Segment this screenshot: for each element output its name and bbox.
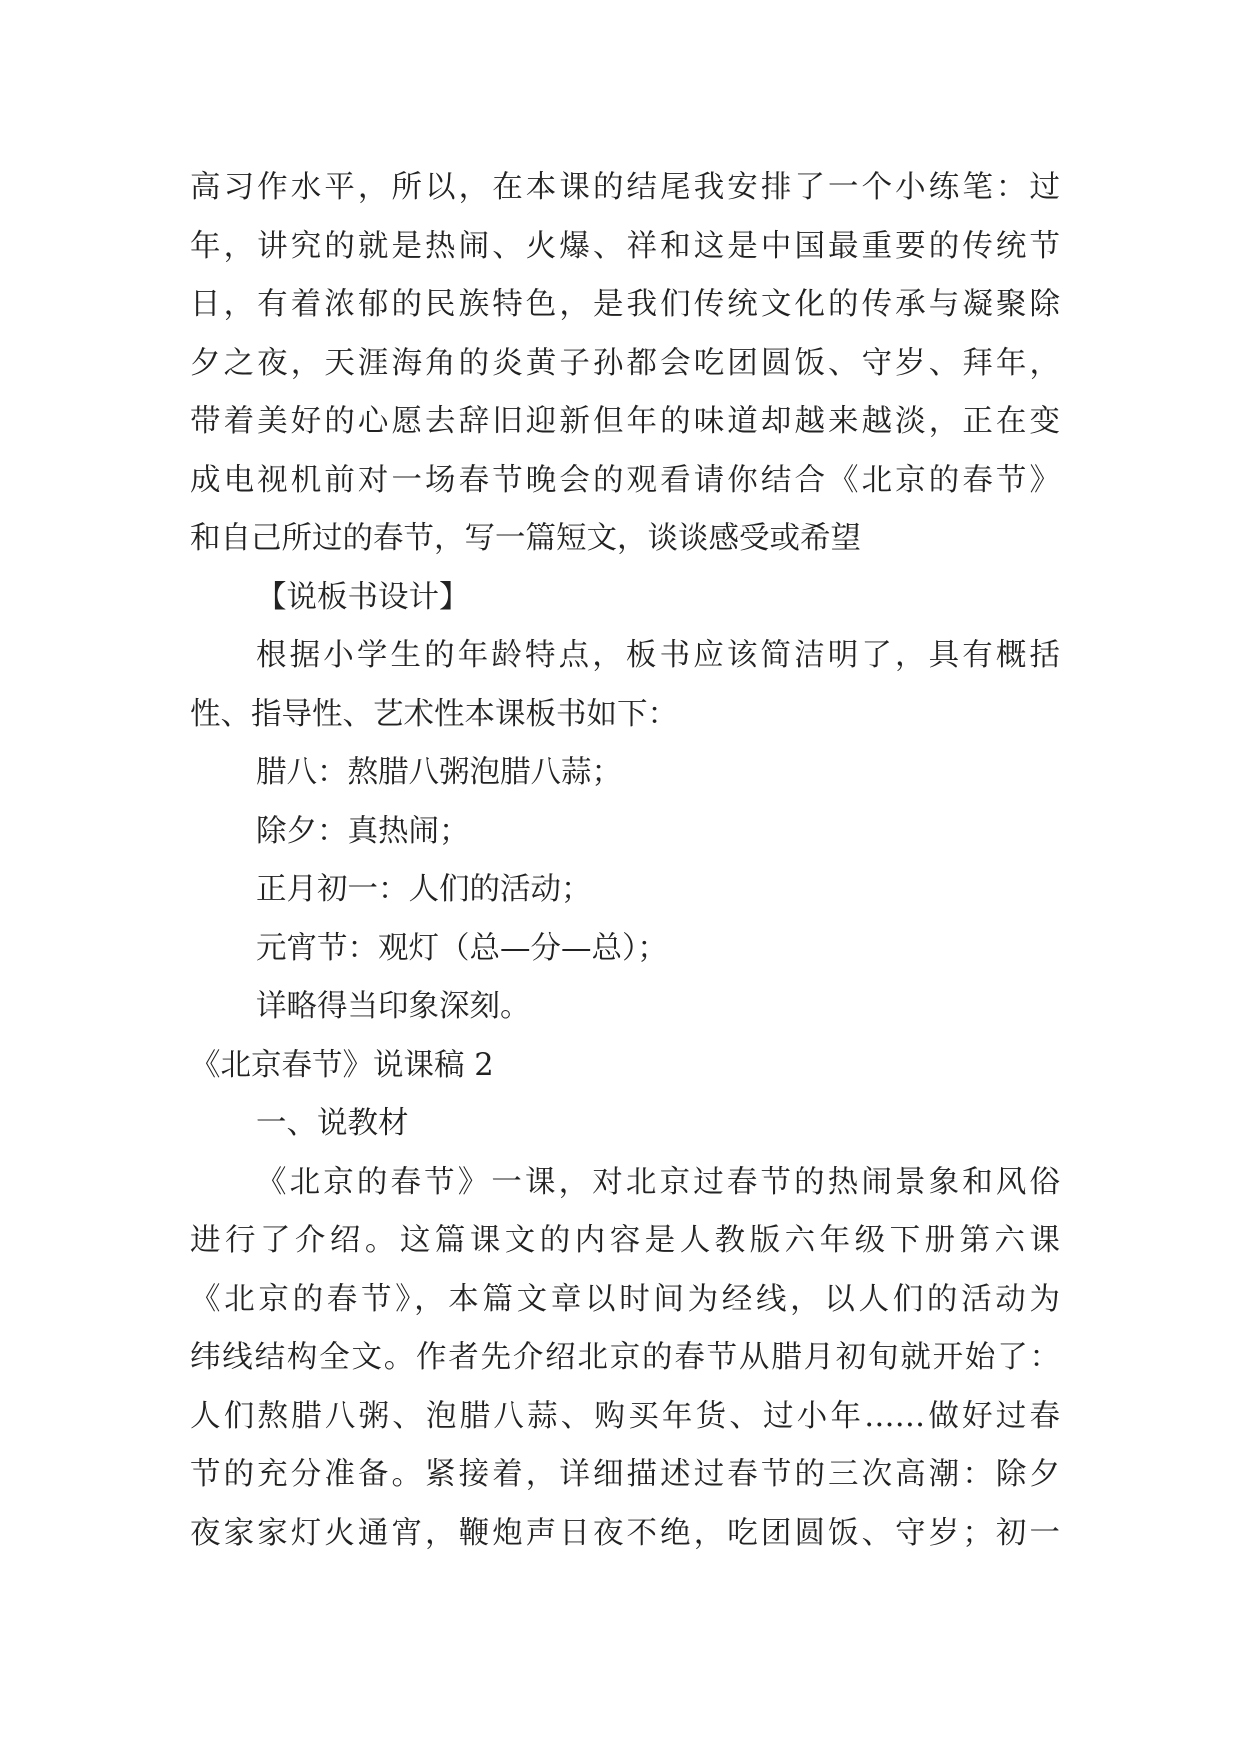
text-line: 性、指导性、艺术性本课板书如下： xyxy=(190,696,678,732)
text-line: 和自己所过的春节，写一篇短文，谈谈感受或希望 xyxy=(190,521,861,556)
text-line: 带着美好的心愿去辞旧迎新但年的味道却越来越淡，正在变 xyxy=(190,404,1060,439)
text-line: 纬线结构全文。作者先介绍北京的春节从腊月初旬就开始了： xyxy=(190,1340,1060,1375)
text-line: 夜家家灯火通宵，鞭炮声日夜不绝，吃团圆饭、守岁；初一 xyxy=(190,1515,1060,1551)
text-line: 《北京的春节》一课，对北京过春节的热闹景象和风俗 xyxy=(256,1164,1060,1200)
text-line: 夕之夜，天涯海角的炎黄子孙都会吃团圆饭、守岁、拜年， xyxy=(190,345,1060,381)
text-line: 日，有着浓郁的民族特色，是我们传统文化的传承与凝聚除 xyxy=(190,287,1060,322)
text-line: 除夕：真热闹； xyxy=(256,813,470,849)
text-line: 一、说教材 xyxy=(256,1106,409,1141)
text-line: 进行了介绍。这篇课文的内容是人教版六年级下册第六课 xyxy=(190,1223,1060,1258)
text-line: 人们熬腊八粥、泡腊八蒜、购买年货、过小年……做好过春 xyxy=(190,1398,1060,1434)
text-line: 高习作水平，所以，在本课的结尾我安排了一个小练笔：过 xyxy=(190,170,1060,205)
document-body xyxy=(190,159,1060,1563)
text-line: 详略得当印象深刻。 xyxy=(256,989,531,1024)
text-line: 《北京的春节》，本篇文章以时间为经线，以人们的活动为 xyxy=(190,1281,1060,1317)
text-line: 根据小学生的年龄特点，板书应该简洁明了，具有概括 xyxy=(256,638,1060,673)
text-line: 腊八：熬腊八粥泡腊八蒜； xyxy=(256,755,622,790)
text-line: 节的充分准备。紧接着，详细描述过春节的三次高潮：除夕 xyxy=(190,1457,1060,1492)
text-line: 《北京春节》说课稿 2 xyxy=(190,1047,494,1083)
text-line: 正月初一：人们的活动； xyxy=(256,872,592,907)
text-line: 【说板书设计】 xyxy=(256,579,470,615)
text-line: 年，讲究的就是热闹、火爆、祥和这是中国最重要的传统节 xyxy=(190,228,1060,264)
text-line: 成电视机前对一场春节晚会的观看请你结合《北京的春节》 xyxy=(190,462,1060,498)
text-line: 元宵节：观灯（总—分—总）； xyxy=(256,930,668,966)
